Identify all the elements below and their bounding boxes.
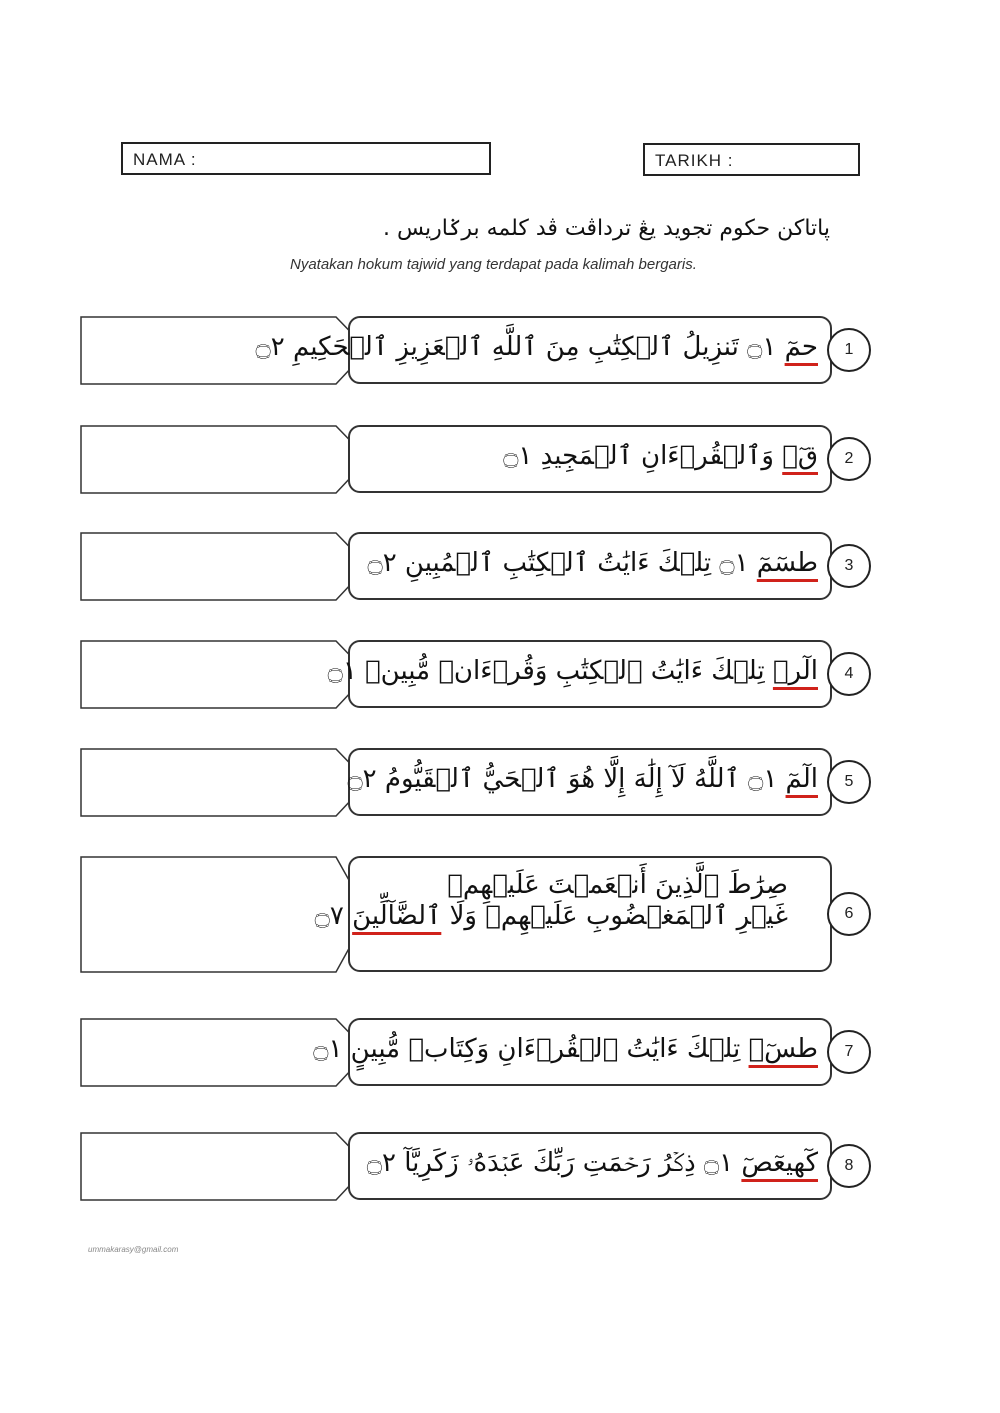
question-number: 8: [827, 1144, 871, 1188]
verse-line: [367, 548, 818, 579]
verse-segment: ۝١ ذِكۡرُ رَحۡمَتِ رَبِّكَ عَبۡدَهُۥ زَكَرِيَّآ ۝٢: [366, 1148, 742, 1178]
question-number: 1: [827, 328, 871, 372]
verse-box: [348, 748, 832, 816]
underlined-word: كٓهيعٓصٓ: [741, 1148, 818, 1178]
underlined-word: قٓۚ: [782, 441, 818, 471]
question-number: 4: [827, 652, 871, 696]
question-row: [0, 425, 1000, 493]
answer-box[interactable]: [80, 532, 372, 602]
verse-box: [313, 1018, 832, 1086]
underlined-word: حمٓ: [784, 332, 818, 362]
verse-line: [313, 1034, 818, 1065]
verse-box: [327, 640, 832, 708]
verse-segment: غَيۡرِ ٱلۡمَغۡضُوبِ عَلَيۡهِمۡ وَلَا: [441, 901, 788, 932]
verse-line: [347, 764, 818, 795]
verse-box: [255, 316, 832, 384]
answer-box[interactable]: [80, 425, 372, 495]
question-number: 3: [827, 544, 871, 588]
name-field[interactable]: [121, 142, 491, 175]
underlined-word: ٱلضَّآلِّينَ: [352, 901, 442, 932]
verse-box: [348, 425, 832, 493]
question-row: [0, 316, 1000, 384]
question-row: [0, 640, 1000, 708]
verse-line: [315, 901, 788, 932]
verse-text: [367, 1148, 818, 1179]
verse-segment: ۝١ تِلۡكَ ءَايَٰتُ ٱلۡكِتَٰبِ ٱلۡمُبِينِ ۝٢: [367, 548, 757, 578]
verse-box: [348, 1132, 832, 1200]
answer-box[interactable]: [80, 1132, 372, 1202]
verse-line: [328, 656, 818, 687]
question-number: 2: [827, 437, 871, 481]
verse-segment: تِلۡكَ ءَايَٰتُ ٱلۡقُرۡءَانِ وَكِتَابٖ مُّبِينٍ ۝١: [313, 1034, 749, 1064]
verse-segment: ۝١ ٱللَّهُ لَآ إِلَٰهَ إِلَّا هُوَ ٱلۡحَيُّ ٱلۡقَيُّومُ ۝٢: [347, 764, 786, 794]
verse-box: [348, 532, 832, 600]
question-row: [0, 748, 1000, 816]
underlined-word: طسٓۚ: [748, 1034, 818, 1064]
name-label: NAMA :: [133, 150, 197, 169]
verse-text: [313, 1034, 818, 1065]
verse-text: [367, 548, 818, 579]
verse-text: [315, 870, 788, 932]
underlined-word: طسٓمٓ: [756, 548, 818, 578]
verse-line: [503, 441, 818, 472]
verse-line: [367, 1148, 818, 1179]
instruction-malay: Nyatakan hokum tajwid yang terdapat pada kalimah bergaris.: [290, 256, 697, 273]
question-number: 7: [827, 1030, 871, 1074]
underlined-word: الٓرۚ: [772, 656, 818, 686]
verse-text: [328, 656, 818, 687]
verse-segment: وَٱلۡقُرۡءَانِ ٱلۡمَجِيدِ ۝١: [503, 441, 783, 471]
footer-email: ummakarasy@gmail.com: [88, 1245, 179, 1254]
instruction-jawi: ڽاتاکن حکوم تجويد يڠ ترداڤت ڤد کلمه برݢاريس .: [382, 216, 830, 241]
date-label: TARIKH :: [655, 151, 734, 170]
verse-segment: ۝١ تَنزِيلُ ٱلۡكِتَٰبِ مِنَ ٱللَّهِ ٱلۡعَزِيزِ ٱلۡحَكِيمِ ۝٢: [255, 332, 785, 362]
verse-text: [347, 764, 818, 795]
underlined-word: الٓمٓ: [785, 764, 818, 794]
question-row: [0, 532, 1000, 600]
date-field[interactable]: [643, 143, 860, 176]
question-number: 6: [827, 892, 871, 936]
verse-segment: صِرَٰطَ ٱلَّذِينَ أَنۡعَمۡتَ عَلَيۡهِمۡ: [447, 870, 788, 900]
verse-line: [315, 870, 788, 901]
question-row: [0, 1132, 1000, 1200]
question-row: [0, 1018, 1000, 1086]
verse-box: [314, 856, 832, 972]
question-number: 5: [827, 760, 871, 804]
question-row: [0, 856, 1000, 972]
answer-box[interactable]: [80, 748, 372, 818]
verse-line: [256, 332, 818, 363]
verse-segment: تِلۡكَ ءَايَٰتُ ٱلۡكِتَٰبِ وَقُرۡءَانٖ مُّبِينٖ ۝١: [327, 656, 773, 686]
verse-text: [256, 332, 818, 363]
verse-text: [503, 441, 818, 472]
verse-segment: ۝٧: [314, 901, 353, 932]
